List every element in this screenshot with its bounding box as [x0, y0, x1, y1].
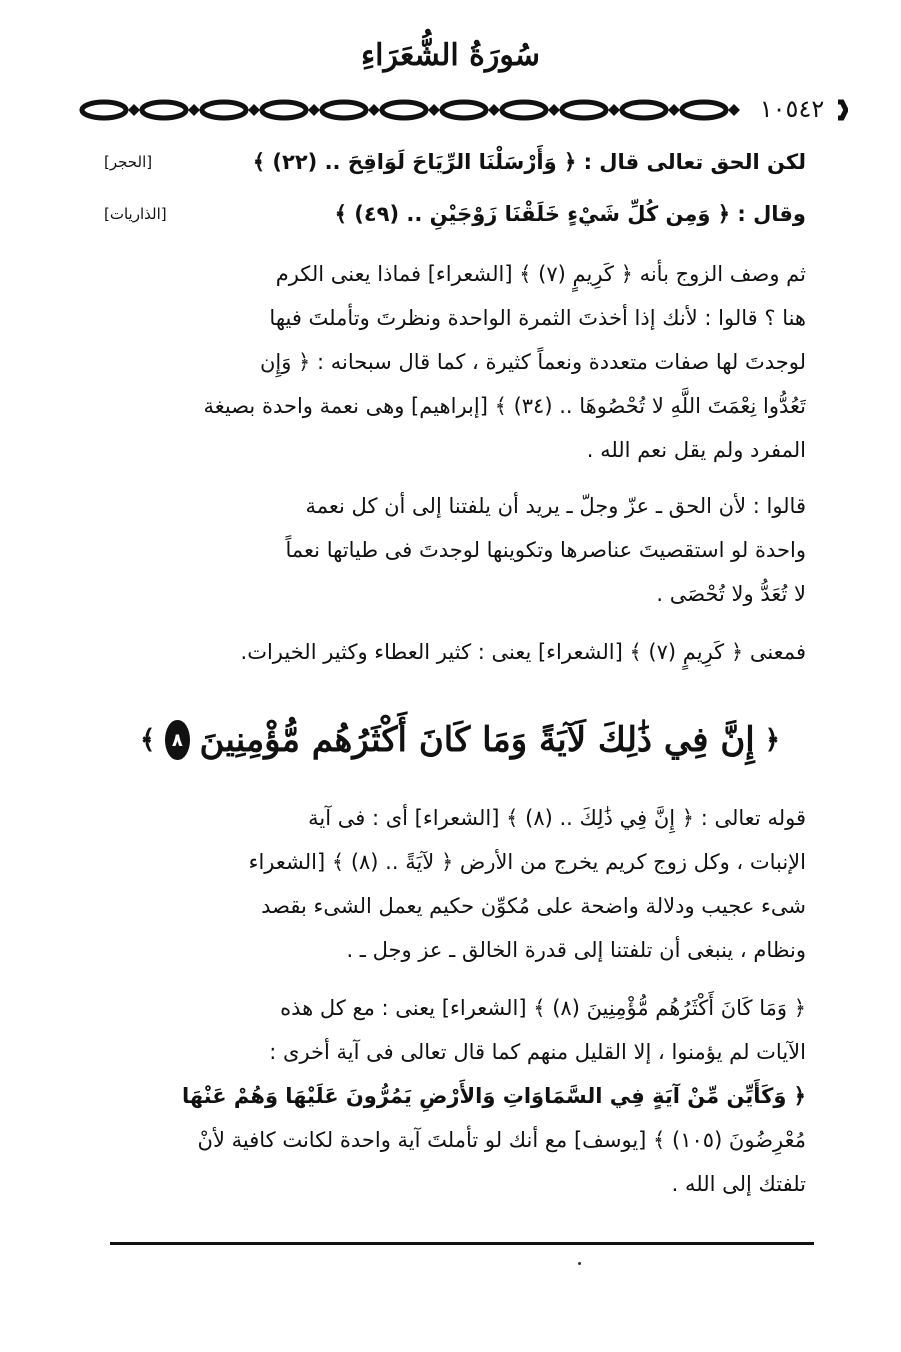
verse-line: وقال : ﴿ وَمِن كُلِّ شَيْءٍ خَلَقْنَا زَوْجَيْنِ .. (٤٩) ﴾ — [334, 202, 806, 226]
text-line: الإنبات ، وكل زوج كريم يخرج من الأرض ﴿ لآيَةً .. (٨) ﴾ [الشعراء — [248, 850, 806, 874]
paragraph-2 — [104, 252, 806, 472]
paragraph-4 — [104, 630, 806, 674]
surah-title: سُورَةُ الشُّعَرَاءِ — [361, 38, 540, 73]
text-line: شىء عجيب ودلالة واضحة على مُكوِّن حكيم يعمل الشىء بقصد — [261, 894, 806, 918]
text-line: تلفتك إلى الله . — [671, 1172, 806, 1196]
text-line: تَعُدُّوا نِعْمَتَ اللَّهِ لا تُحْصُوهَا .. (٣٤) ﴾ [إبراهيم] وهى نعمة واحدة بصيغة — [203, 394, 806, 418]
paragraph-3 — [104, 484, 806, 616]
text-line: ثم وصف الزوج بأنه ﴿ كَرِيمٍ (٧) ﴾ [الشعراء] فماذا يعنى الكرم — [275, 262, 806, 286]
paragraph-6 — [104, 986, 806, 1206]
text-line: قالوا : لأن الحق ـ عزّ وجلّ ـ يريد أن يلفتنا إلى أن كل نعمة — [305, 494, 806, 518]
ayah-number-medallion: ٨ — [165, 720, 189, 760]
text-line: واحدة لو استقصيتَ عناصرها وتكوينها لوجدتَ فى طياتها نعماً — [285, 538, 806, 562]
ornamental-border — [78, 92, 848, 128]
text-line — [104, 140, 806, 184]
highlighted-ayah — [140, 700, 780, 780]
text-line: مُعْرِضُونَ (١٠٥) ﴾ [يوسف] مع أنك لو تأملتَ آية واحدة لكانت كافية لأنْ — [197, 1128, 806, 1152]
text-line: المفرد ولم يقل نعم الله . — [586, 438, 806, 462]
text-line: ونظام ، ينبغى أن تلفتنا إلى قدرة الخالق ـ عز وجل ـ . — [346, 938, 806, 962]
text-line: قوله تعالى : ﴿ إِنَّ فِي ذَٰلِكَ .. (٨) ﴾ [الشعراء] أى : فى آية — [308, 806, 806, 830]
surah-reference: [الحجر] — [104, 153, 153, 171]
ayah-verse: إِنَّ فِي ذَٰلِكَ لَآيَةً وَمَا كَانَ أَكْثَرُهُم مُّؤْمِنِينَ — [199, 720, 755, 760]
text-line: ﴿ وَكَأَيِّن مِّنْ آيَةٍ فِي السَّمَاوَاتِ وَالأَرْضِ يَمُرُّونَ عَلَيْهَا وَهُمْ عَنْهَا — [181, 1084, 806, 1108]
text-line: فمعنى ﴿ كَرِيمٍ (٧) ﴾ [الشعراء] يعنى : كثير العطاء وكثير الخيرات. — [240, 640, 806, 664]
text-line: لوجدتَ لها صفات متعددة ونعماً كثيرة ، كما قال سبحانه : ﴿ وَإِن — [259, 350, 806, 374]
paragraph-1 — [104, 140, 806, 236]
surah-reference: [الذاريات] — [104, 205, 167, 223]
text-line: الآيات لم يؤمنوا ، إلا القليل منهم كما قال تعالى فى آية أخرى : — [269, 1040, 806, 1064]
text-line — [104, 192, 806, 236]
footer-dot — [578, 1262, 581, 1265]
paragraph-5 — [104, 796, 806, 972]
footer-rule — [110, 1242, 814, 1245]
text-line: هنا ؟ قالوا : لأنك إذا أخذتَ الثمرة الواحدة ونظرتَ وتأملتَ فيها — [269, 306, 806, 330]
verse-line: لكن الحق تعالى قال : ﴿ وَأَرْسَلْنَا الرِّيَاحَ لَوَاقِحَ .. (٢٢) ﴾ — [252, 150, 806, 174]
text-line: لا تُعَدُّ ولا تُحْصَى . — [656, 582, 806, 606]
text-line: ﴿ وَمَا كَانَ أَكْثَرُهُم مُّؤْمِنِينَ (٨) ﴾ [الشعراء] يعنى : مع كل هذه — [280, 996, 806, 1020]
ornate-bracket-close: ﴾ — [140, 725, 156, 755]
page-number: ١٠٥٤٢ — [746, 92, 838, 126]
ornate-bracket-open: ﴿ — [764, 725, 780, 755]
